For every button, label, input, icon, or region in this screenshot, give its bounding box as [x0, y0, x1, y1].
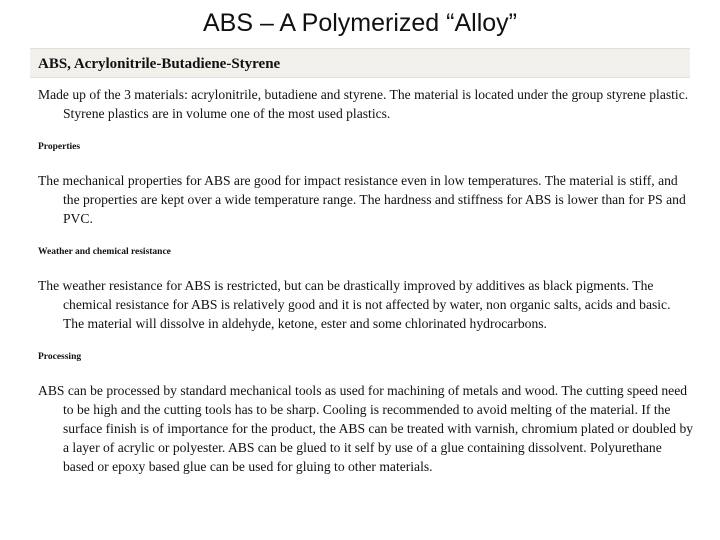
- intro-paragraph: Made up of the 3 materials: acrylonitrile, butadiene and styrene. The material is located under the group styrene plastic. Styrene plastics are in volume one of the most used plastics.: [38, 87, 689, 121]
- main-heading: ABS, Acrylonitrile-Butadiene-Styrene: [38, 56, 281, 72]
- heading-bar: [30, 48, 690, 78]
- section-text-weather: The weather resistance for ABS is restricted, but can be drastically improved by additives as black pigments. The chemical resistance for ABS is relatively good and it is not affected by water, non organic salts, acids and basic. The material will dissolve in aldehyde, ketone, ester and some chlorinated hydrocarbons.: [38, 278, 671, 331]
- section-text-processing: ABS can be processed by standard mechanical tools as used for machining of metals and wood. The cutting speed need to be high and the cutting tools has to be sharp. Cooling is recommended to avoid melting of the material. If the surface finish is of importance for the product, the ABS can be treated with varnish, chromium plated or doubled by a layer of acrylic or polyester. ABS can be glued to it self by use of a glue containing dissolvent. Polyurethane based or epoxy based glue can be used for gluing to other materials.: [38, 383, 694, 474]
- section-heading-weather: Weather and chemical resistance: [38, 247, 171, 257]
- slide-title: ABS – A Polymerized “Alloy”: [202, 9, 517, 37]
- section-text-properties: The mechanical properties for ABS are good for impact resistance even in low temperatures. The material is stiff, and the properties are kept over a wide temperature range. The hardness and stiffness for ABS is lower than for PS and PVC.: [38, 173, 686, 226]
- slide-content: [38, 85, 694, 476]
- section-heading-properties: Properties: [38, 142, 81, 152]
- section-heading-processing: Processing: [38, 352, 82, 362]
